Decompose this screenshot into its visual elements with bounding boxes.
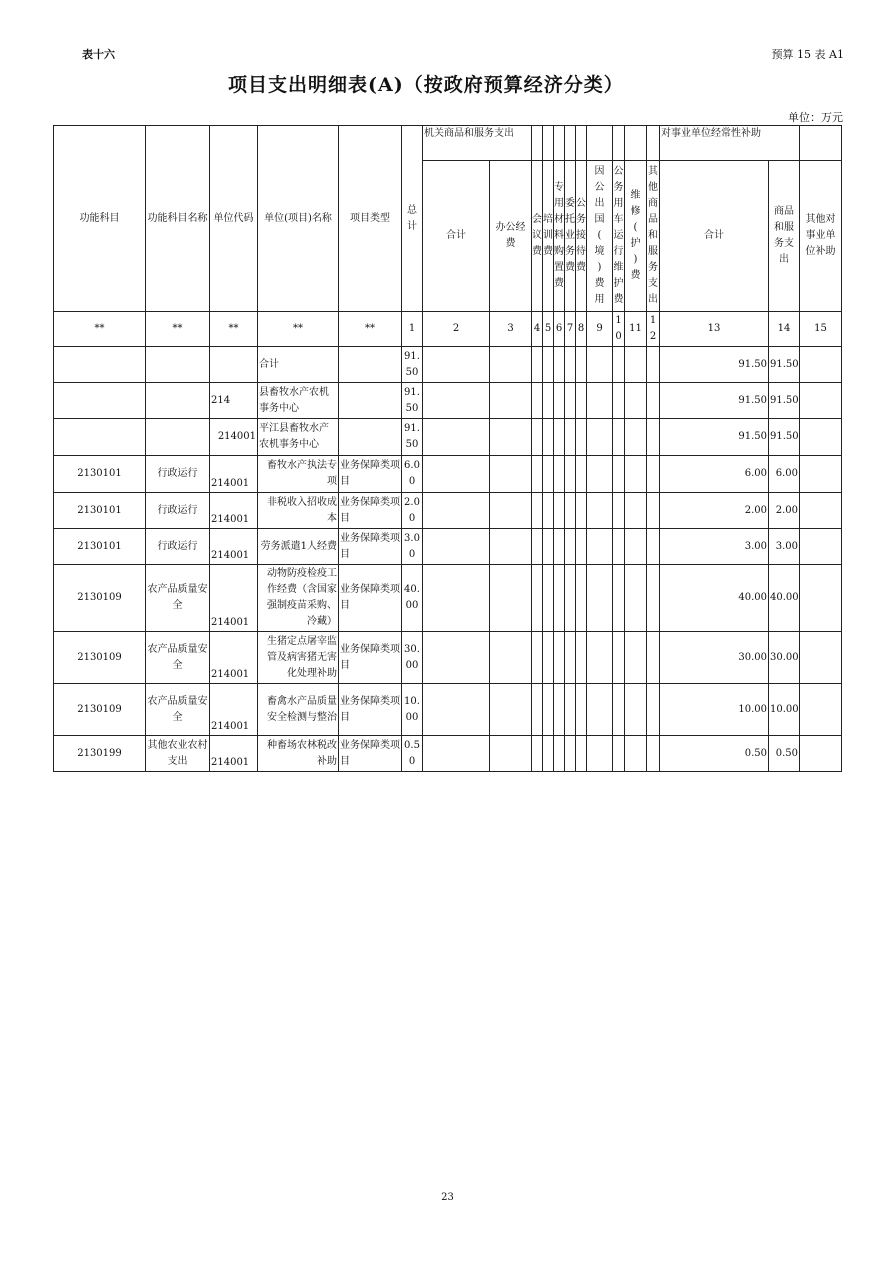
index-cell: **: [54, 312, 146, 347]
cell-unit-name: 种畜场农林税改补助: [258, 736, 339, 772]
table-row: [54, 383, 842, 419]
cell-func-code: [54, 347, 146, 383]
col-project-type: 项目类型: [339, 126, 402, 312]
cell-empty: [613, 565, 625, 632]
cell-b-goods: 30.00: [769, 632, 800, 684]
cell-b-other: [800, 565, 842, 632]
cell-b-goods: 91.50: [769, 419, 800, 456]
cell-b-goods: 2.00: [769, 493, 800, 529]
cell-unit-code: 214: [210, 383, 258, 419]
cell-empty: [543, 419, 554, 456]
cell-empty: [647, 493, 660, 529]
cell-empty: [647, 419, 660, 456]
data-rows: [54, 347, 842, 772]
cell-b-goods: 6.00: [769, 456, 800, 493]
cell-func-code: 2130101: [54, 456, 146, 493]
cell-b-other: [800, 529, 842, 565]
cell-empty: [532, 347, 543, 383]
cell-empty: [576, 529, 587, 565]
index-cell: 8: [576, 312, 587, 347]
col-group-a: 机关商品和服务支出: [423, 126, 532, 161]
index-row-group: [54, 312, 842, 347]
cell-empty: [576, 493, 587, 529]
cell-empty: [423, 529, 490, 565]
cell-b-goods: 40.00: [769, 565, 800, 632]
col-office: 办公经费: [490, 161, 532, 312]
unit-label: 单位：万元: [788, 111, 843, 124]
cell-empty: [625, 493, 647, 529]
cell-empty: [587, 383, 613, 419]
cell-b-total: 0.50: [660, 736, 769, 772]
col-training-text: 培 训 费: [543, 214, 553, 257]
cell-unit-code: 214001: [210, 565, 258, 632]
cell-empty: [423, 632, 490, 684]
cell-empty: [576, 419, 587, 456]
cell-b-other: [800, 493, 842, 529]
cell-project-type: [339, 347, 402, 383]
cell-project-type: 业务保障类项目: [339, 684, 402, 736]
cell-empty: [532, 456, 543, 493]
cell-empty: [576, 565, 587, 632]
cell-empty: [625, 456, 647, 493]
cell-b-goods: 91.50: [769, 383, 800, 419]
col-vehicle: [613, 161, 625, 312]
cell-empty: [587, 493, 613, 529]
cell-empty: [565, 565, 576, 632]
table-row: [54, 565, 842, 632]
index-cell: **: [210, 312, 258, 347]
cell-func-name: [146, 419, 210, 456]
cell-empty: [625, 347, 647, 383]
table-row: [54, 419, 842, 456]
cell-b-other: [800, 684, 842, 736]
col-vehicle-text: 公 务 用 车 运 行 维 护 费: [613, 166, 624, 305]
cell-empty: [613, 684, 625, 736]
cell-empty: [554, 419, 565, 456]
cell-empty: [490, 456, 532, 493]
cell-empty: [576, 736, 587, 772]
col-reception: [576, 161, 587, 312]
col-commission: [565, 161, 576, 312]
cell-empty: [576, 347, 587, 383]
col-b-goods: 商品和服务支出: [769, 161, 800, 312]
col-commission-text: 委 托 业 务 费: [565, 198, 575, 273]
cell-project-type: 业务保障类项目: [339, 529, 402, 565]
table-row: [54, 632, 842, 684]
header-empty-cell: [576, 126, 587, 161]
cell-total: 91.50: [402, 383, 423, 419]
index-cell: 1: [402, 312, 423, 347]
header-row-1: [54, 126, 842, 161]
cell-empty: [587, 419, 613, 456]
cell-total: 30.00: [402, 632, 423, 684]
cell-unit-name: 生猪定点屠宰监管及病害猪无害化处理补助: [258, 632, 339, 684]
index-cell: 5: [543, 312, 554, 347]
index-cell: 3: [490, 312, 532, 347]
table-row: [54, 736, 842, 772]
cell-empty: [554, 347, 565, 383]
cell-empty: [543, 493, 554, 529]
cell-b-total: 91.50: [660, 419, 769, 456]
cell-empty: [587, 529, 613, 565]
cell-empty: [490, 565, 532, 632]
col-b-total: 合计: [660, 161, 769, 312]
header-empty-cell: [625, 126, 647, 161]
cell-empty: [423, 736, 490, 772]
cell-empty: [647, 736, 660, 772]
col-materials-text: 专 用 材 料 购 置 费: [554, 182, 564, 289]
cell-empty: [613, 736, 625, 772]
cell-empty: [565, 684, 576, 736]
cell-empty: [625, 419, 647, 456]
cell-func-code: 2130109: [54, 684, 146, 736]
cell-empty: [490, 347, 532, 383]
cell-empty: [625, 684, 647, 736]
cell-unit-name: 动物防疫检疫工作经费（含国家强制疫苗采购、冷藏）: [258, 565, 339, 632]
cell-empty: [532, 632, 543, 684]
cell-empty: [543, 565, 554, 632]
cell-empty: [532, 565, 543, 632]
cell-empty: [490, 493, 532, 529]
col-b-other: 其他对事业单位补助: [800, 161, 842, 312]
cell-func-code: 2130109: [54, 565, 146, 632]
cell-empty: [532, 419, 543, 456]
table-row: [54, 529, 842, 565]
cell-empty: [423, 419, 490, 456]
cell-func-code: 2130101: [54, 529, 146, 565]
cell-unit-name: 劳务派遣1人经费: [258, 529, 339, 565]
cell-b-total: 40.00: [660, 565, 769, 632]
cell-b-total: 30.00: [660, 632, 769, 684]
col-materials: [554, 161, 565, 312]
table-row: [54, 684, 842, 736]
cell-empty: [576, 456, 587, 493]
cell-empty: [554, 632, 565, 684]
cell-unit-name: 县畜牧水产农机事务中心: [258, 383, 339, 419]
cell-empty: [543, 684, 554, 736]
cell-empty: [490, 684, 532, 736]
cell-empty: [543, 383, 554, 419]
cell-empty: [613, 347, 625, 383]
cell-empty: [647, 529, 660, 565]
cell-empty: [490, 736, 532, 772]
cell-empty: [613, 419, 625, 456]
cell-empty: [587, 684, 613, 736]
cell-project-type: 业务保障类项目: [339, 456, 402, 493]
col-abroad: [587, 161, 613, 312]
cell-empty: [587, 736, 613, 772]
index-cell: **: [339, 312, 402, 347]
cell-func-code: 2130199: [54, 736, 146, 772]
cell-b-total: 91.50: [660, 383, 769, 419]
cell-empty: [576, 632, 587, 684]
header-empty-cell: [554, 126, 565, 161]
cell-empty: [576, 684, 587, 736]
col-repair: [625, 161, 647, 312]
cell-b-goods: 91.50: [769, 347, 800, 383]
cell-empty: [647, 632, 660, 684]
form-number: 预算 15 表 A1: [771, 48, 844, 61]
cell-b-total: 3.00: [660, 529, 769, 565]
cell-empty: [532, 736, 543, 772]
cell-empty: [423, 565, 490, 632]
cell-total: 40.00: [402, 565, 423, 632]
table-row: [54, 456, 842, 493]
cell-empty: [613, 529, 625, 565]
page-number: 23: [441, 1192, 454, 1203]
cell-project-type: 业务保障类项目: [339, 632, 402, 684]
header-empty-cell: [800, 126, 842, 161]
col-unit-code: 单位代码: [210, 126, 258, 312]
col-other-goods: [647, 161, 660, 312]
cell-b-other: [800, 456, 842, 493]
cell-total: 3.00: [402, 529, 423, 565]
cell-func-name: 农产品质量安全: [146, 684, 210, 736]
table-number: 表十六: [82, 48, 115, 61]
cell-empty: [543, 347, 554, 383]
col-total-text: 总 计: [407, 204, 417, 232]
col-meeting: [532, 161, 543, 312]
cell-b-other: [800, 347, 842, 383]
index-cell: 4: [532, 312, 543, 347]
cell-empty: [423, 383, 490, 419]
col-reception-text: 公 务 接 待 费: [576, 198, 586, 273]
cell-empty: [423, 347, 490, 383]
cell-empty: [647, 456, 660, 493]
cell-empty: [554, 456, 565, 493]
col-training: [543, 161, 554, 312]
cell-unit-code: 214001: [210, 493, 258, 529]
index-row: [54, 312, 842, 347]
col-unit-name: 单位(项目)名称: [258, 126, 339, 312]
cell-empty: [532, 493, 543, 529]
cell-empty: [613, 493, 625, 529]
col-group-b: 对事业单位经常性补助: [660, 126, 800, 161]
index-cell: 14: [769, 312, 800, 347]
cell-b-other: [800, 736, 842, 772]
cell-func-name: 行政运行: [146, 493, 210, 529]
cell-empty: [565, 347, 576, 383]
cell-empty: [613, 632, 625, 684]
index-cell: 12: [647, 312, 660, 347]
cell-func-name: [146, 347, 210, 383]
cell-unit-code: 214001: [210, 419, 258, 456]
table-row: [54, 493, 842, 529]
cell-empty: [543, 456, 554, 493]
index-cell: 9: [587, 312, 613, 347]
cell-b-total: 10.00: [660, 684, 769, 736]
cell-b-total: 2.00: [660, 493, 769, 529]
header-empty-cell: [543, 126, 554, 161]
col-other-goods-text: 其 他 商 品 和 服 务 支 出: [648, 166, 658, 305]
cell-b-other: [800, 632, 842, 684]
cell-unit-name: 畜牧水产执法专项: [258, 456, 339, 493]
cell-empty: [490, 383, 532, 419]
cell-empty: [423, 684, 490, 736]
page-title: 项目支出明细表(A)（按政府预算经济分类）: [228, 74, 624, 96]
col-func-code: 功能科目: [54, 126, 146, 312]
cell-total: 2.00: [402, 493, 423, 529]
col-func-name: 功能科目名称: [146, 126, 210, 312]
cell-empty: [554, 736, 565, 772]
index-cell: 13: [660, 312, 769, 347]
cell-empty: [565, 419, 576, 456]
header-empty-cell: [532, 126, 543, 161]
cell-empty: [543, 632, 554, 684]
col-meeting-text: 会 议 费: [532, 214, 542, 257]
cell-func-name: 农产品质量安全: [146, 632, 210, 684]
cell-func-code: [54, 383, 146, 419]
cell-empty: [532, 529, 543, 565]
cell-func-name: 其他农业农村支出: [146, 736, 210, 772]
cell-empty: [625, 383, 647, 419]
header-empty-cell: [565, 126, 576, 161]
cell-empty: [554, 684, 565, 736]
cell-empty: [532, 383, 543, 419]
cell-empty: [613, 456, 625, 493]
cell-b-total: 91.50: [660, 347, 769, 383]
cell-unit-name: 非税收入招收成本: [258, 493, 339, 529]
cell-empty: [490, 632, 532, 684]
cell-empty: [565, 632, 576, 684]
cell-empty: [625, 529, 647, 565]
cell-empty: [565, 529, 576, 565]
cell-empty: [532, 684, 543, 736]
cell-empty: [565, 493, 576, 529]
cell-project-type: [339, 419, 402, 456]
cell-empty: [554, 529, 565, 565]
cell-unit-code: 214001: [210, 736, 258, 772]
cell-unit-name: 平江县畜牧水产农机事务中心: [258, 419, 339, 456]
cell-func-code: 2130109: [54, 632, 146, 684]
cell-project-type: [339, 383, 402, 419]
index-cell: **: [146, 312, 210, 347]
cell-unit-name: 合计: [258, 347, 339, 383]
cell-empty: [554, 383, 565, 419]
col-total: [402, 126, 423, 312]
cell-func-code: [54, 419, 146, 456]
cell-empty: [554, 565, 565, 632]
cell-total: 91.50: [402, 347, 423, 383]
cell-func-name: [146, 383, 210, 419]
cell-empty: [587, 565, 613, 632]
cell-project-type: 业务保障类项目: [339, 493, 402, 529]
cell-total: 10.00: [402, 684, 423, 736]
cell-empty: [423, 493, 490, 529]
cell-unit-code: 214001: [210, 632, 258, 684]
cell-empty: [423, 456, 490, 493]
cell-total: 6.00: [402, 456, 423, 493]
col-abroad-text: 因 公 出 国 ( 境 ) 费 用: [594, 166, 605, 305]
col-a-total: 合计: [423, 161, 490, 312]
index-cell: 6: [554, 312, 565, 347]
cell-project-type: 业务保障类项目: [339, 565, 402, 632]
cell-empty: [625, 565, 647, 632]
index-cell: 11: [625, 312, 647, 347]
index-cell: 7: [565, 312, 576, 347]
cell-b-other: [800, 419, 842, 456]
header-empty-cell: [613, 126, 625, 161]
cell-empty: [647, 383, 660, 419]
cell-unit-code: 214001: [210, 684, 258, 736]
cell-unit-code: 214001: [210, 529, 258, 565]
cell-empty: [647, 684, 660, 736]
col-repair-text: 维 修 ( 护 ) 费: [630, 190, 641, 281]
cell-func-name: 行政运行: [146, 529, 210, 565]
cell-total: 91.50: [402, 419, 423, 456]
cell-empty: [565, 383, 576, 419]
cell-empty: [647, 565, 660, 632]
header-empty-cell: [647, 126, 660, 161]
budget-table: [53, 125, 842, 772]
table-row: [54, 347, 842, 383]
index-cell: **: [258, 312, 339, 347]
cell-empty: [587, 456, 613, 493]
cell-b-goods: 0.50: [769, 736, 800, 772]
cell-project-type: 业务保障类项目: [339, 736, 402, 772]
cell-empty: [625, 736, 647, 772]
cell-total: 0.50: [402, 736, 423, 772]
index-cell: 2: [423, 312, 490, 347]
cell-empty: [587, 632, 613, 684]
cell-unit-code: 214001: [210, 456, 258, 493]
cell-func-code: 2130101: [54, 493, 146, 529]
cell-b-other: [800, 383, 842, 419]
cell-empty: [613, 383, 625, 419]
cell-empty: [647, 347, 660, 383]
cell-b-goods: 3.00: [769, 529, 800, 565]
index-cell: 10: [613, 312, 625, 347]
cell-b-goods: 10.00: [769, 684, 800, 736]
cell-unit-name: 畜禽水产品质量安全检测与整治: [258, 684, 339, 736]
cell-unit-code: [210, 347, 258, 383]
cell-empty: [490, 529, 532, 565]
cell-b-total: 6.00: [660, 456, 769, 493]
header-empty-cell: [587, 126, 613, 161]
cell-empty: [543, 529, 554, 565]
cell-func-name: 行政运行: [146, 456, 210, 493]
cell-empty: [543, 736, 554, 772]
cell-empty: [587, 347, 613, 383]
cell-func-name: 农产品质量安全: [146, 565, 210, 632]
cell-empty: [625, 632, 647, 684]
cell-empty: [565, 456, 576, 493]
cell-empty: [490, 419, 532, 456]
cell-empty: [554, 493, 565, 529]
cell-empty: [565, 736, 576, 772]
cell-empty: [576, 383, 587, 419]
index-cell: 15: [800, 312, 842, 347]
